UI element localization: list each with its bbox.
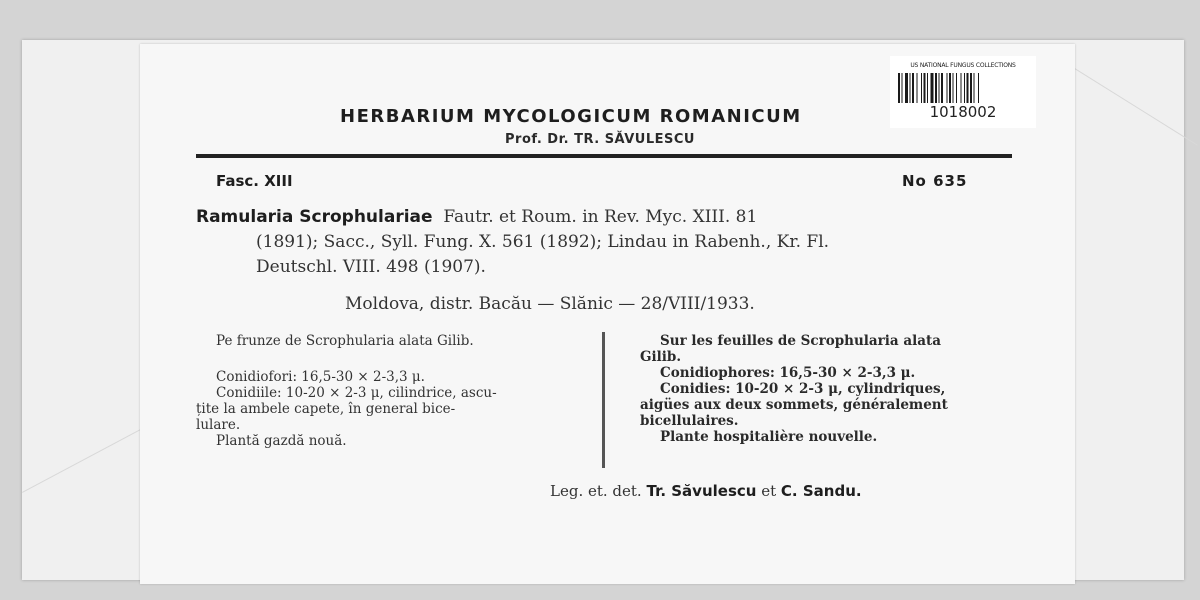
collector-prefix: Leg. et. det. bbox=[550, 482, 642, 500]
barcode-number: 1018002 bbox=[929, 103, 997, 121]
species-name: Ramularia Scrophulariae bbox=[196, 207, 433, 227]
column-divider bbox=[602, 332, 605, 468]
envelope-fold-line bbox=[22, 422, 155, 493]
collector-name-1: Tr. Săvulescu bbox=[646, 482, 757, 500]
collector-conj: et bbox=[761, 482, 777, 500]
ro-host: Pe frunze de Scrophularia alata Gilib. bbox=[216, 333, 474, 349]
header-rule bbox=[196, 154, 1012, 158]
french-description bbox=[640, 333, 1025, 445]
barcode-graphic bbox=[898, 73, 1028, 103]
fr-conidia-2: aigües aux deux sommets, généralement bbox=[640, 397, 948, 413]
collector-line bbox=[550, 482, 862, 500]
citation-line-1: Fautr. et Roum. in Rev. Myc. XIII. 81 bbox=[443, 207, 758, 227]
fr-note: Plante hospitalière nouvelle. bbox=[660, 429, 878, 445]
barcode-sticker bbox=[890, 56, 1036, 128]
herbarium-title: HERBARIUM MYCOLOGICUM ROMANICUM bbox=[340, 106, 802, 127]
citation-line-3: Deutschl. VIII. 498 (1907). bbox=[256, 257, 486, 277]
fr-conidia-3: bicellulaires. bbox=[640, 413, 739, 429]
collector-name-2: C. Sandu. bbox=[780, 482, 862, 500]
fr-host-1: Sur les feuilles de Scrophularia alata bbox=[660, 333, 941, 349]
locality-date: Moldova, distr. Bacău — Slănic — 28/VIII/1933. bbox=[345, 294, 755, 314]
herbarium-subtitle: Prof. Dr. TR. SĂVULESCU bbox=[505, 132, 695, 147]
ro-note: Plantă gazdă nouă. bbox=[216, 433, 347, 449]
species-citation bbox=[196, 205, 1026, 280]
romanian-description bbox=[196, 333, 581, 449]
citation-line-2: (1891); Sacc., Syll. Fung. X. 561 (1892); Lindau in Rabenh., Kr. Fl. bbox=[256, 232, 830, 252]
fascicle-number: Fasc. XIII bbox=[216, 172, 293, 190]
fr-conidiophores: Conidiophores: 16,5-30 × 2-3,3 μ. bbox=[660, 365, 916, 381]
fr-host-2: Gilib. bbox=[640, 349, 682, 365]
ro-conidia-1: Conidiile: 10-20 × 2-3 μ, cilindrice, ascu- bbox=[216, 385, 497, 401]
ro-conidia-2: țite la ambele capete, în general bice- bbox=[196, 401, 456, 417]
ro-conidia-3: lulare. bbox=[196, 417, 241, 433]
fr-conidia-1: Conidies: 10-20 × 2-3 μ, cylindriques, bbox=[660, 381, 946, 397]
specimen-number: No 635 bbox=[902, 172, 968, 190]
envelope-fold-line bbox=[1061, 60, 1197, 146]
barcode-caption: US NATIONAL FUNGUS COLLECTIONS bbox=[910, 62, 1016, 69]
ro-conidiophores: Conidiofori: 16,5-30 × 2-3,3 μ. bbox=[216, 369, 425, 385]
